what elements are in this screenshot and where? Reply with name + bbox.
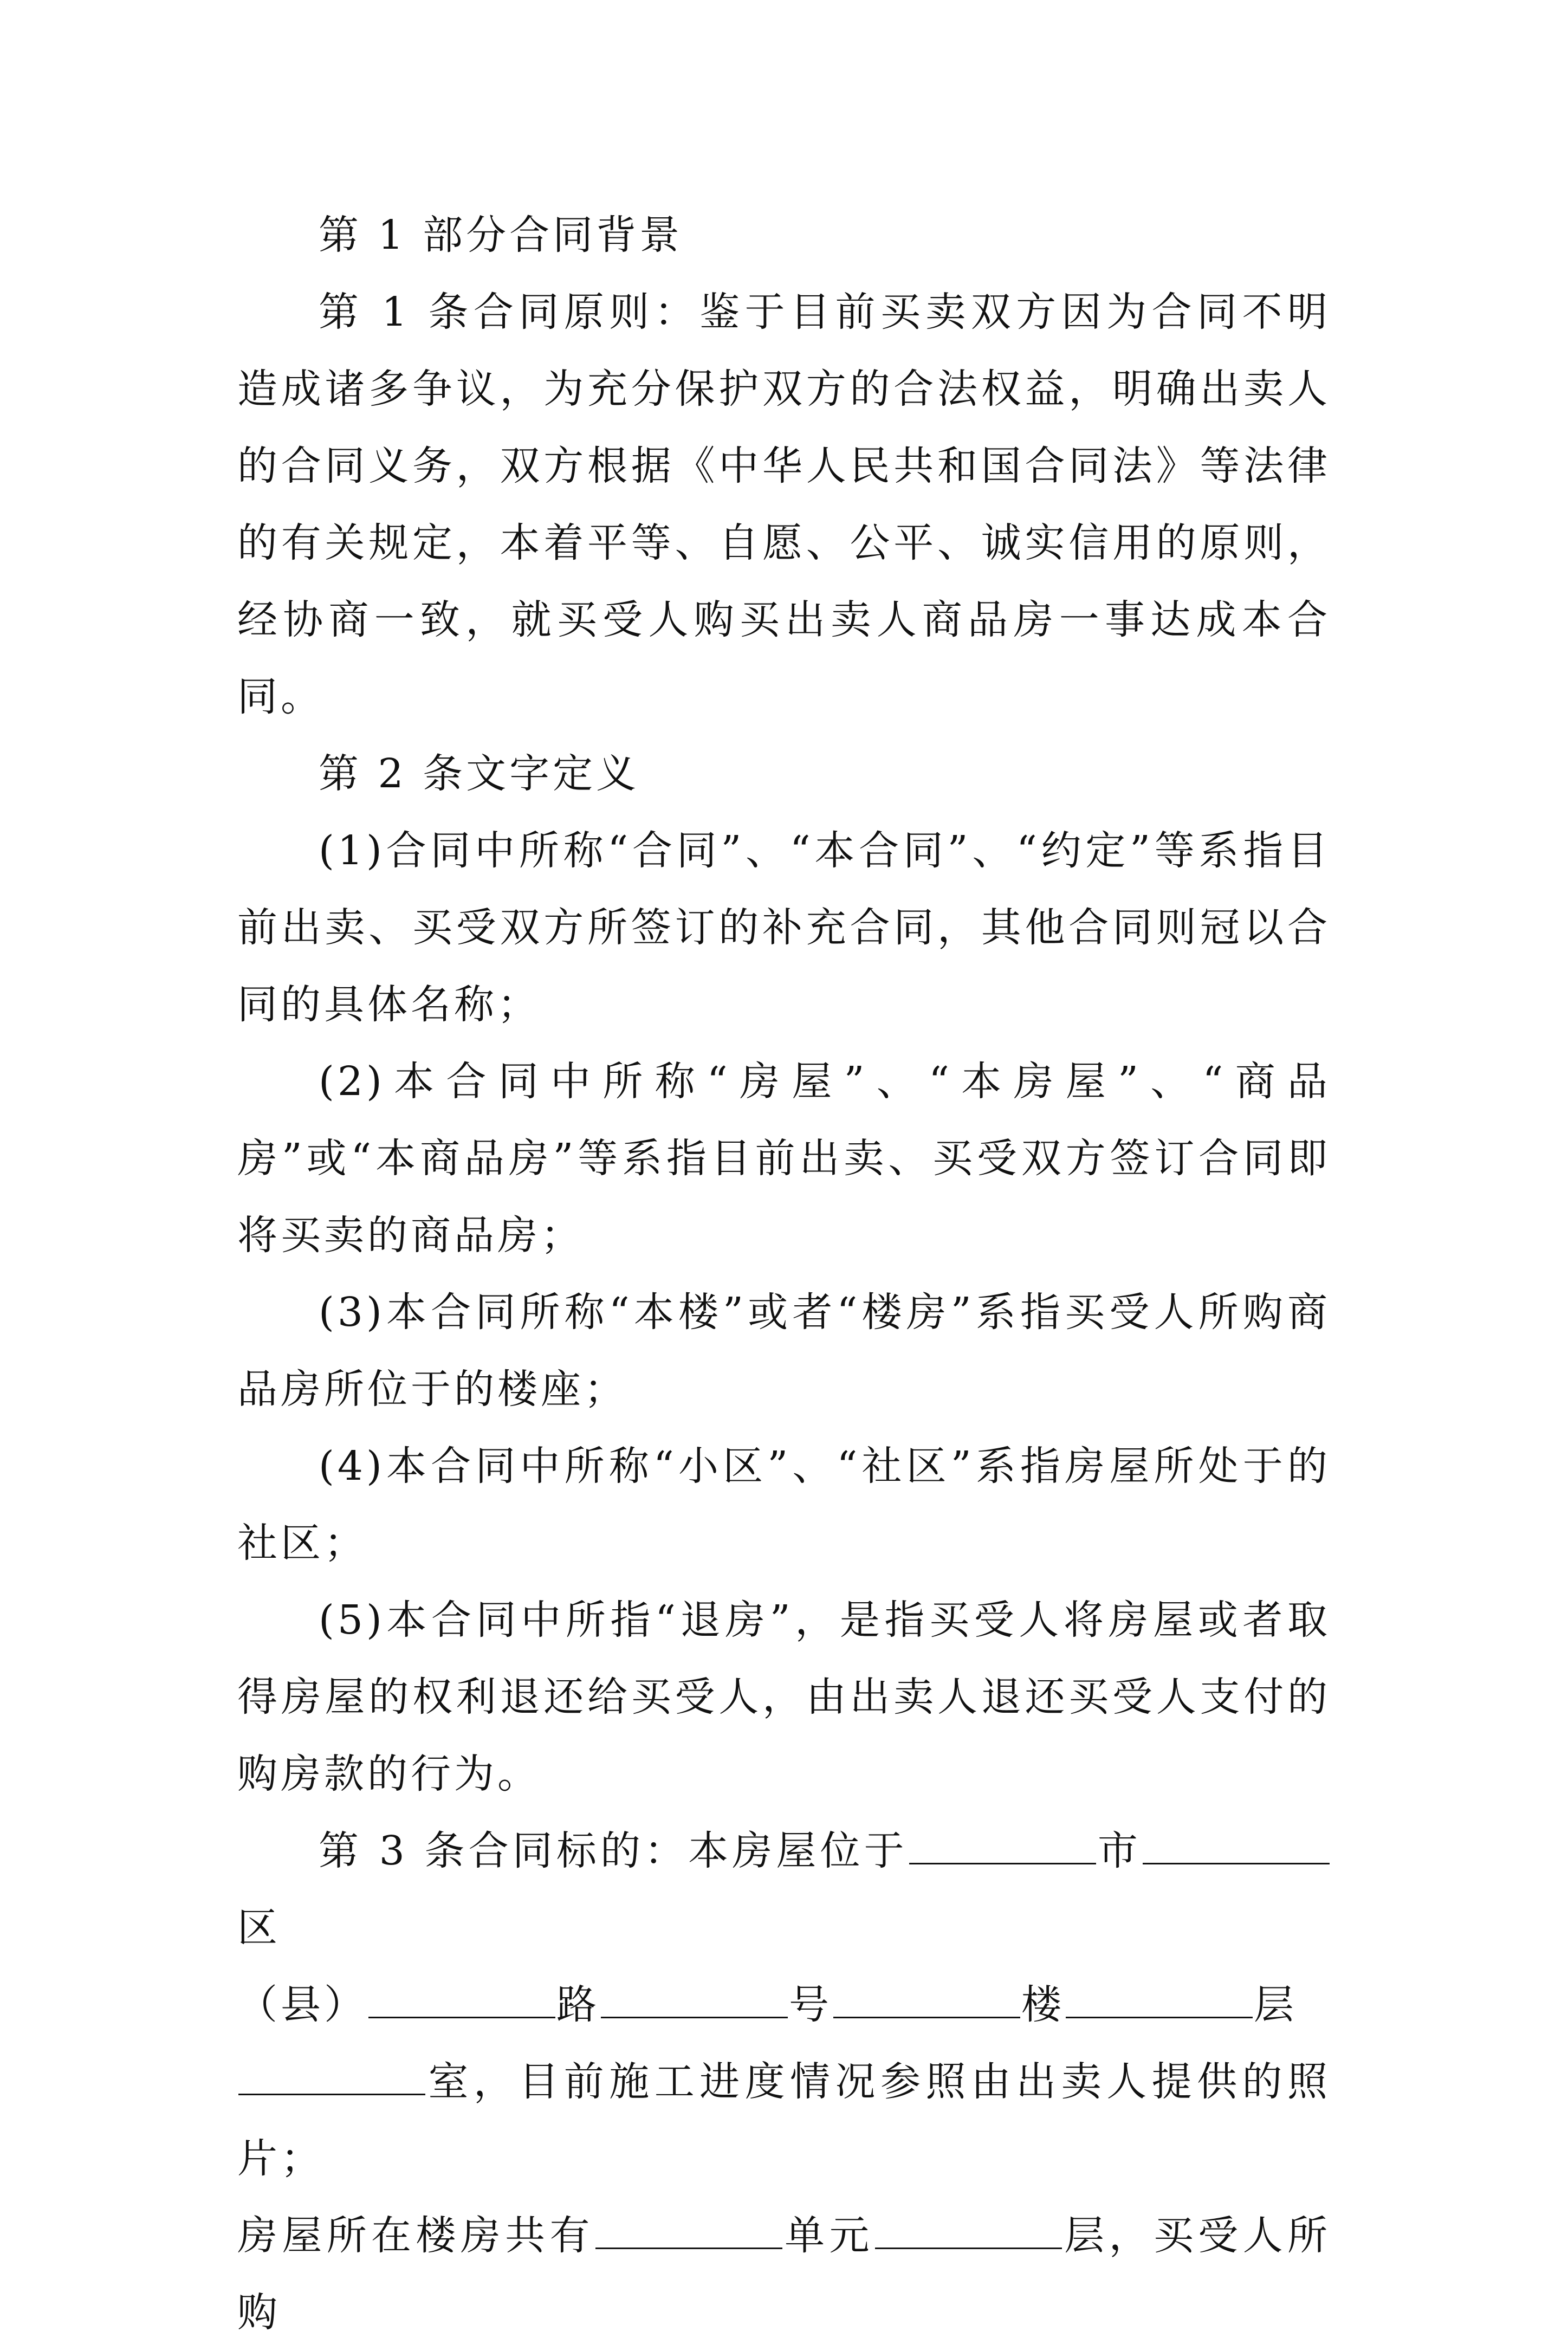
definition-item-5: (5)本合同中所指“退房”，是指买受人将房屋或者取得房屋的权利退还给买受人，由出卖人退还买受人支付的购房款的行为。 [237,1597,1331,1797]
definition-item-2: (2)本合同中所称“房屋”、“本房屋”、“商品房”或“本商品房”等系指目前出卖、买受双方签订合同即将买卖的商品房； [237,1058,1331,1259]
building-blank[interactable] [1066,2016,1253,2018]
article-3-line-3 [237,2043,1331,2197]
definition-item-4: (4)本合同中所称“小区”、“社区”系指房屋所处于的社区； [237,1443,1331,1566]
number-label: 号 [789,1981,832,2028]
document-body [237,197,1331,2351]
city-blank[interactable] [909,1862,1096,1864]
units-blank[interactable] [595,2247,782,2249]
building-info-label: 房屋所在楼房共有 [237,2212,594,2259]
definition-item-3: (3)本合同所称“本楼”或者“楼房”系指买受人所购商品房所位于的楼座； [237,1289,1331,1413]
article-3-line-2 [237,1966,1331,2043]
room-blank[interactable] [238,2093,425,2095]
room-label: 室，目前施工进度情况参照由出卖人提供的照片； [237,2058,1331,2182]
number-blank[interactable] [833,2016,1020,2018]
article-3-paragraph [237,1812,1331,2351]
definition-item-1: (1)合同中所称“合同”、“本合同”、“约定”等系指目前出卖、买受双方所签订的补充合同，其他合同则冠以合同的具体名称； [237,827,1331,1028]
district-label: 区 [237,1905,281,1951]
article-3-line-4 [237,2197,1331,2351]
section-heading: 第 1 部分合同背景 [319,212,683,258]
district-blank[interactable] [1143,1862,1330,1864]
floors-blank[interactable] [875,2247,1062,2249]
county-label: （县） [237,1981,367,2028]
article-2-heading: 第 2 条文字定义 [319,750,640,797]
building-label: 楼 [1021,1981,1065,2028]
article-1-paragraph: 第 1 条合同原则：鉴于目前买卖双方因为合同不明造成诸多争议，为充分保护双方的合法权益，明确出卖人的合同义务，双方根据《中华人民共和国合同法》等法律的有关规定，本着平等、自愿、公平、诚实信用的原则，经协商一致，就买受人购买出卖人商品房一事达成本合同。 [237,289,1331,720]
floor-label: 层 [1254,1981,1297,2028]
article-3-prefix: 第 3 条合同标的：本房屋位于 [319,1828,908,1874]
road-label: 路 [556,1981,600,2028]
city-label: 市 [1097,1828,1142,1874]
units-label: 单元 [783,2212,874,2259]
floors-tail-label: 层，买受人所购 [237,2212,1331,2336]
road-blank[interactable] [601,2016,788,2018]
county-blank[interactable] [368,2016,555,2018]
